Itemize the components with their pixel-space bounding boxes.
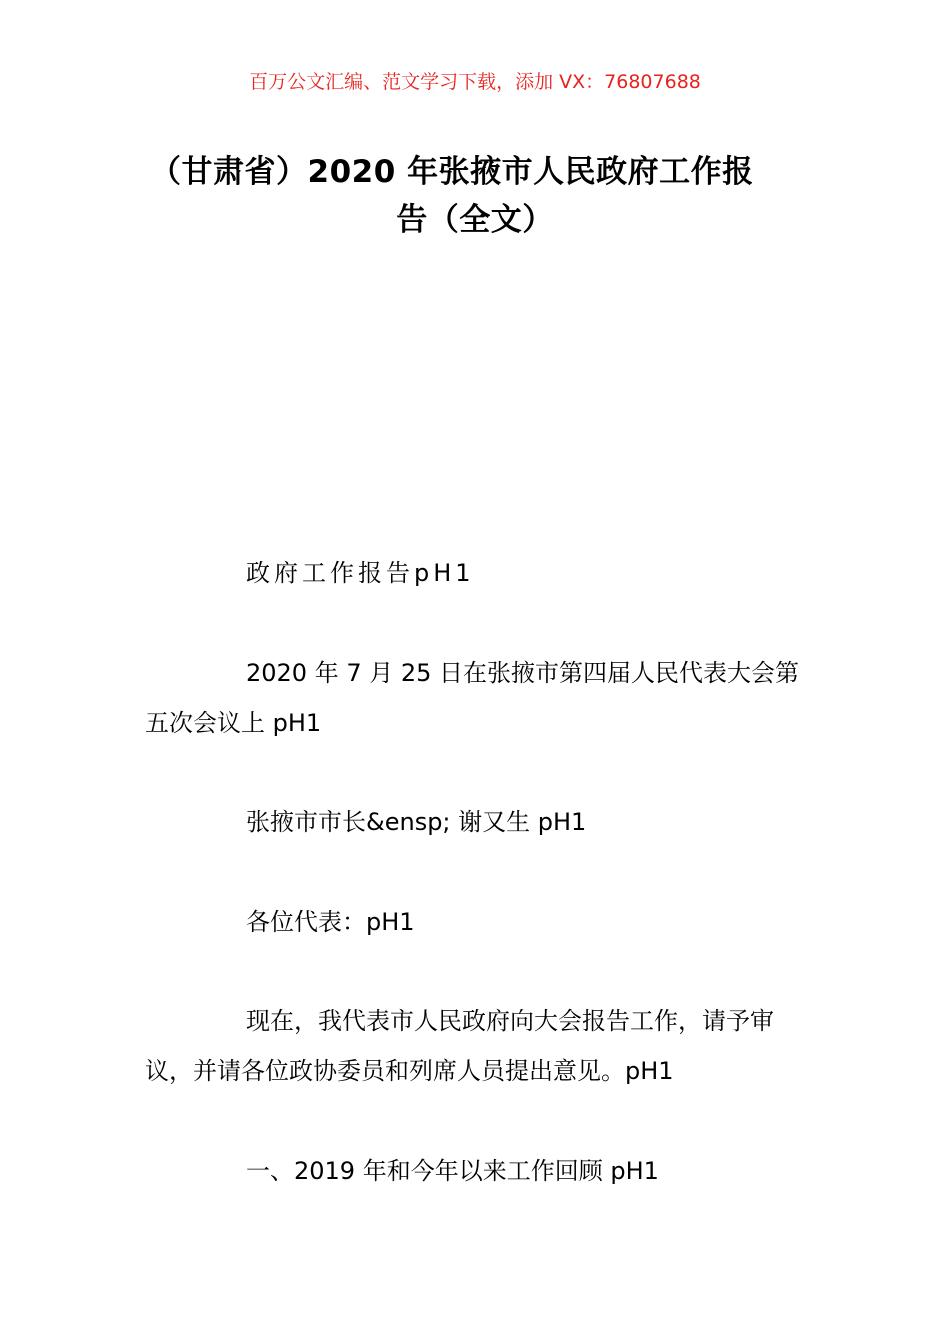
title-line-2: 告（全文） (396, 202, 554, 238)
paragraph-section-heading: 一、2019 年和今年以来工作回顾 pH1 (246, 1157, 659, 1185)
document-title (150, 148, 810, 244)
paragraph-mayor-name: 张掖市市长&ensp; 谢又生 pH1 (246, 808, 587, 836)
header-promo-note: 百万公文汇编、范文学习下载，添加 VX：76807688 (249, 71, 701, 93)
paragraph-introduction: 现在，我代表市人民政府向大会报告工作，请予审议，并请各位政协委员和列席人员提出意见。pH1 (145, 1007, 774, 1085)
paragraph-report-heading: 政府工作报告pH1 (246, 559, 475, 587)
paragraph-salutation: 各位代表：pH1 (246, 908, 415, 936)
paragraph-meeting-date: 2020 年 7 月 25 日在张掖市第四届人民代表大会第五次会议上 pH1 (145, 659, 800, 737)
title-line-1: （甘肃省）2020 年张掖市人民政府工作报 (150, 154, 754, 190)
